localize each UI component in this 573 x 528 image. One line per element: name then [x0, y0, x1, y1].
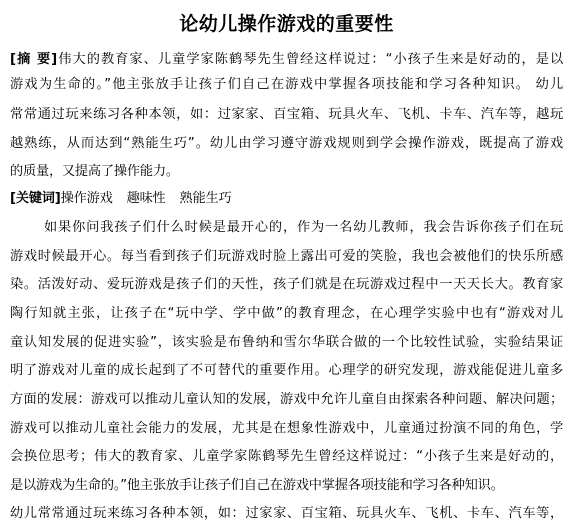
abstract-label: [摘 要]	[10, 52, 57, 67]
abstract-line-1	[10, 51, 563, 68]
abstract-line-5: 的质量，又提高了操作能力。	[10, 164, 179, 179]
body-line-7: 方面的发展：游戏可以推动儿童认知的发展，游戏中允许儿童自由探索各种问题、解决问题；	[10, 392, 563, 407]
keyword-1: 操作游戏	[60, 191, 113, 206]
keyword-2: 趣味性	[126, 191, 166, 206]
keywords-line	[10, 190, 232, 207]
body-line-8: 游戏可以推动儿童社会能力的发展，尤其是在想象性游戏中，儿童通过扮演不同的角色，学	[10, 421, 563, 436]
body-line-3: 染。活泼好动、爱玩游戏是孩子们的天性，孩子们就是在玩游戏过程中一天天长大。教育家	[10, 277, 563, 292]
body-line-11: 幼儿常常通过玩来练习各种本领，如：过家家、百宝箱、玩具火车、飞机、卡车、汽车等，	[10, 506, 563, 521]
body-line-5: 童认知发展的促进实验”，该实验是布鲁纳和雪尔华联合做的一个比较性试验，实验结果证	[10, 335, 563, 350]
body-line-10: 是以游戏为生命的。”他主张放手让孩子们自己在游戏中掌握各项技能和学习各种知识。	[10, 478, 504, 493]
body-line-1: 如果你问我孩子们什么时候是最开心的，作为一名幼儿教师，我会告诉你孩子们在玩	[44, 220, 563, 235]
keywords-label: [关键词]	[10, 191, 61, 206]
abstract-line-4: 越熟练，从而达到“熟能生巧”。幼儿由学习遵守游戏规则到学会操作游戏，既提高了游戏	[10, 136, 563, 151]
abstract-text-1: 伟大的教育家、儿童学家陈鹤琴先生曾经这样说过：“小孩子生来是好动的，是以	[57, 52, 563, 67]
body-line-4: 陶行知就主张，让孩子在“玩中学、学中做”的教育理念，在心理学实验中也有“游戏对儿	[10, 306, 563, 321]
abstract-line-3: 常常通过玩来练习各种本领，如：过家家、百宝箱、玩具火车、飞机、卡车、汽车等，越玩	[10, 107, 563, 122]
body-line-6: 明了游戏对儿童的成长起到了不可替代的重要作用。心理学的研究发现，游戏能促进儿童多	[10, 363, 563, 378]
keyword-3: 熟能生巧	[179, 191, 232, 206]
body-line-2: 游戏时候最开心。每当看到孩子们玩游戏时脸上露出可爱的笑脸，我也会被他们的快乐所感	[10, 249, 563, 264]
abstract-line-2: 游戏为生命的。”他主张放手让孩子们自己在游戏中掌握各项技能和学习各种知识。 幼儿	[10, 77, 563, 92]
body-line-9: 会换位思考；伟大的教育家、儿童学家陈鹤琴先生曾经这样说过：“小孩子生来是好动的，	[10, 449, 563, 464]
document-title: 论幼儿操作游戏的重要性	[179, 13, 394, 35]
